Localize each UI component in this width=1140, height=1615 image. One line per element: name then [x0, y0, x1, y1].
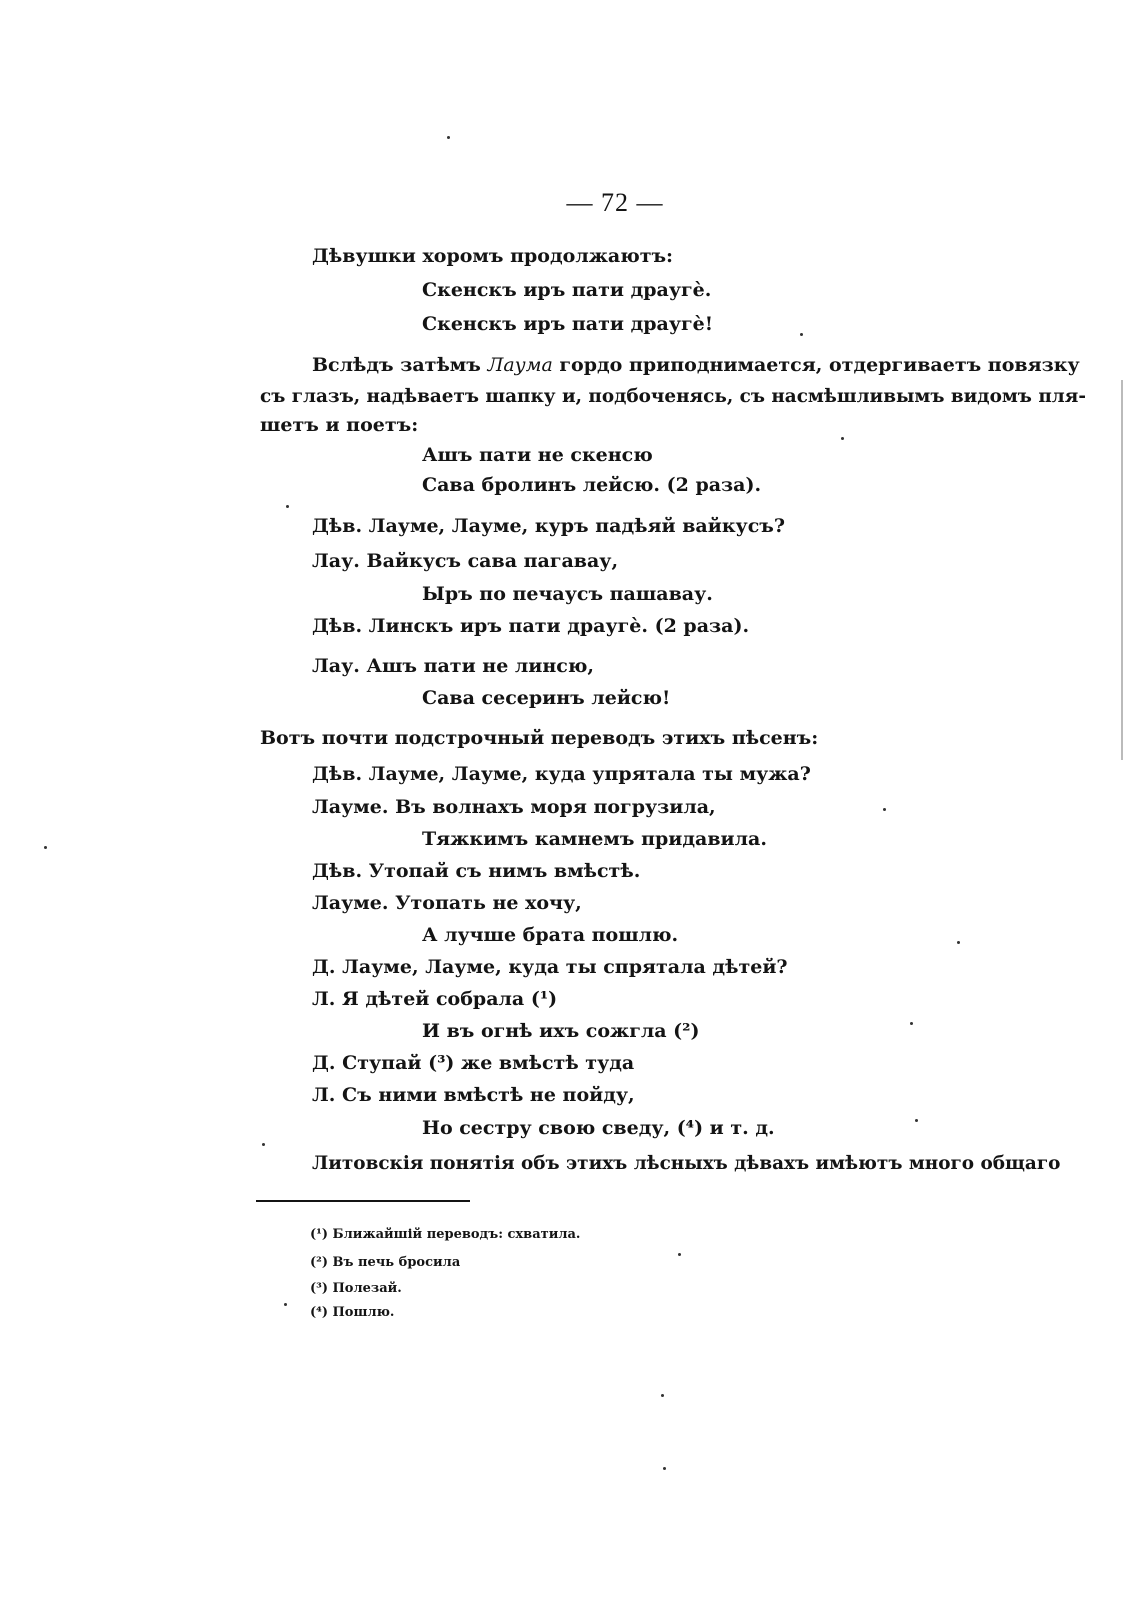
footnote: (⁴) Пошлю.	[310, 1305, 395, 1320]
italic-name: Лаума	[487, 354, 553, 376]
dialogue-line: Лау. Ашъ пати не линсю,	[312, 655, 594, 677]
scan-speck	[447, 136, 450, 139]
dialogue-line: Лауме. Въ волнахъ моря погрузила,	[312, 796, 716, 818]
text-run: гордо приподнимается, отдергиваетъ повязку	[552, 354, 1080, 376]
stage-direction: Дѣвушки хоромъ продолжаютъ:	[312, 245, 674, 267]
scan-speck	[44, 846, 47, 849]
dialogue-line: Дѣв. Утопай съ нимъ вмѣстѣ.	[312, 860, 641, 882]
dialogue-line: Дѣв. Линскъ иръ пати драугѐ. (2 раза).	[312, 615, 750, 637]
scan-edge-shadow	[1121, 380, 1123, 760]
song-line: Ыръ по печаусъ пашавау.	[422, 583, 713, 605]
scan-speck	[841, 437, 844, 440]
footnote: (²) Въ печь бросила	[310, 1255, 461, 1270]
song-line: Но сестру свою сведу, (⁴) и т. д.	[422, 1117, 775, 1139]
song-line: Сава сесеринъ лейсю!	[422, 687, 671, 709]
page-number: — 72 —	[566, 188, 664, 217]
song-line: Скенскъ иръ пати драугѐ!	[422, 313, 714, 335]
scan-speck	[883, 808, 886, 811]
scan-speck	[262, 1143, 265, 1146]
dialogue-line: Лауме. Утопать не хочу,	[312, 892, 582, 914]
footnote: (³) Полезай.	[310, 1281, 402, 1296]
song-line: Тяжкимъ камнемъ придавила.	[422, 828, 767, 850]
song-line: Сава бролинъ лейсю. (2 раза).	[422, 474, 762, 496]
scan-speck	[915, 1119, 918, 1122]
scan-speck	[661, 1394, 664, 1397]
scan-speck	[663, 1467, 666, 1470]
paragraph-line: Вотъ почти подстрочный переводъ этихъ пѣсенъ:	[260, 727, 819, 749]
dialogue-line: Д. Ступай (³) же вмѣстѣ туда	[312, 1052, 635, 1074]
scan-speck	[286, 505, 289, 508]
paragraph-line: шетъ и поетъ:	[260, 414, 419, 436]
dialogue-line: Д. Лауме, Лауме, куда ты спрятала дѣтей?	[312, 956, 788, 978]
scan-speck	[910, 1022, 913, 1025]
text-run: Вслѣдъ затѣмъ	[312, 354, 488, 376]
footnote-rule	[256, 1200, 470, 1202]
paragraph-line: Литовскія понятія объ этихъ лѣсныхъ дѣвахъ имѣютъ много общаго	[312, 1153, 1061, 1174]
song-line: Ашъ пати не скенсю	[422, 444, 653, 466]
paragraph-line: съ глазъ, надѣваетъ шапку и, подбоченясь, съ насмѣшливымъ видомъ пля-	[260, 386, 1086, 407]
dialogue-line: Л. Я дѣтей собрала (¹)	[312, 988, 558, 1010]
dialogue-line: Лау. Вайкусъ сава пагавау,	[312, 550, 619, 572]
scan-speck	[284, 1303, 287, 1306]
song-line: И въ огнѣ ихъ сожгла (²)	[422, 1020, 700, 1042]
scan-speck	[800, 333, 803, 336]
footnote: (¹) Ближайшій переводъ: схватила.	[310, 1227, 581, 1242]
dialogue-line: Л. Съ ними вмѣстѣ не пойду,	[312, 1084, 635, 1106]
scan-speck	[678, 1253, 681, 1256]
dialogue-line: Дѣв. Лауме, Лауме, куда упрятала ты мужа?	[312, 763, 811, 785]
scan-speck	[957, 941, 960, 944]
dialogue-line: Дѣв. Лауме, Лауме, куръ падѣяй вайкусъ?	[312, 515, 785, 537]
song-line: А лучше брата пошлю.	[422, 924, 679, 946]
paragraph-line	[312, 353, 1080, 377]
song-line: Скенскъ иръ пати драугѐ.	[422, 279, 712, 301]
